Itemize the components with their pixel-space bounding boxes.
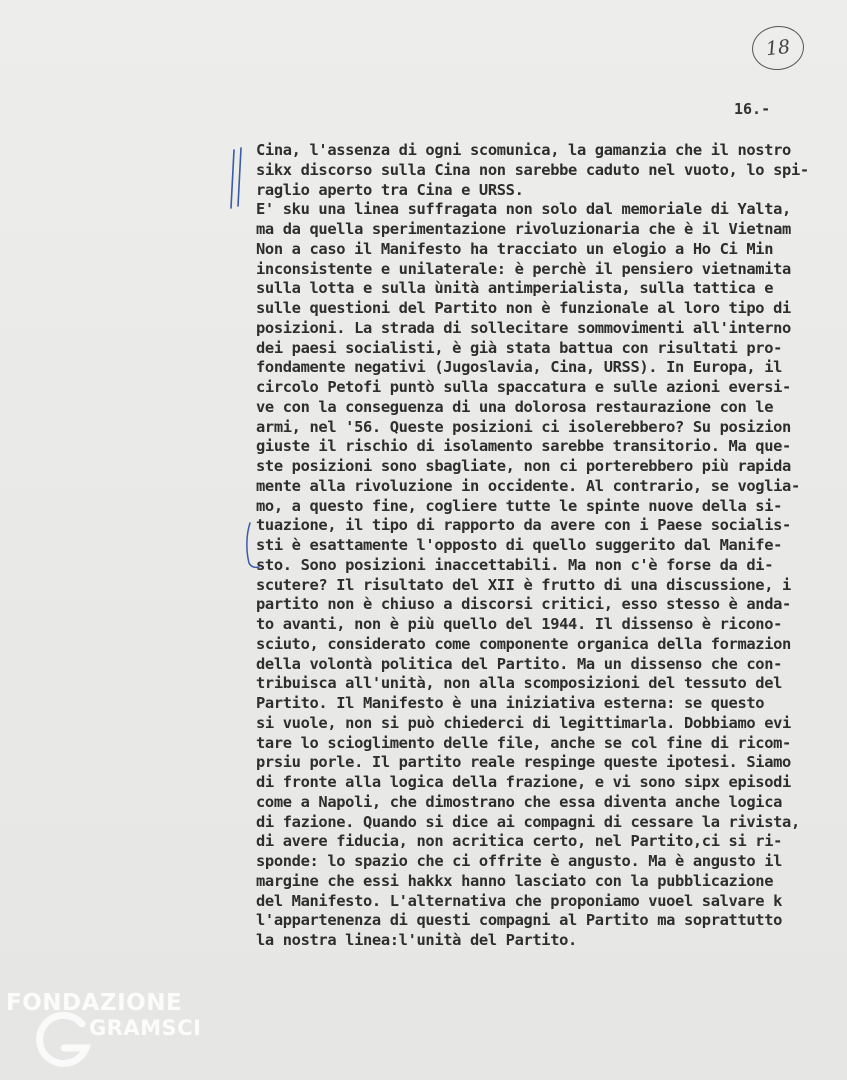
- text-line: sikx discorso sulla Cina non sarebbe caduto nel vuoto, lo spi-: [256, 160, 809, 179]
- text-line: di fazione. Quando si dice ai compagni di cessare la rivista,: [256, 812, 800, 831]
- fondazione-gramsci-watermark: [6, 990, 216, 1075]
- text-line: sti è esattamente l'opposto di quello suggerito dal Manife-: [256, 536, 783, 554]
- text-line: del Manifesto. L'alternativa che proponiamo vuoel salvare k: [256, 891, 783, 910]
- text-line: sponde: lo spazio che ci offrite è angusto. Ma è angusto il: [256, 852, 783, 870]
- text-line: circolo Petofi puntò sulla spaccatura e sulle azioni eversi-: [256, 378, 791, 396]
- text-line: ma da quella sperimentazione rivoluzionaria che è il Vietnam: [256, 220, 791, 238]
- text-line: scutere? Il risultato del XII è frutto di una discussione, i: [256, 575, 791, 594]
- text-line: tribuisca all'unità, non alla scomposizioni del tessuto del: [256, 674, 783, 693]
- text-line: fondamente negativi (Jugoslavia, Cina, URSS). In Europa, il: [256, 358, 783, 377]
- text-line: mo, a questo fine, cogliere tutte le spinte nuove della si-: [256, 496, 783, 515]
- text-line: si vuole, non si può chiederci di legittimarla. Dobbiamo evi: [256, 713, 791, 732]
- text-line: di fronte alla logica della frazione, e vi sono sipx episodi: [256, 773, 791, 791]
- text-line: inconsistente e unilaterale: è perchè il pensiero vietnamita: [256, 259, 791, 278]
- text-line: come a Napoli, che dimostrano che essa diventa anche logica: [256, 792, 783, 811]
- text-line: l'appartenenza di questi compagni al Partito ma soprattutto: [256, 911, 783, 930]
- text-line: margine che essi hakkx hanno lasciato con la pubblicazione: [256, 871, 774, 890]
- text-line: to avanti, non è più quello del 1944. Il dissenso è ricono-: [256, 615, 783, 633]
- text-line: ste posizioni sono sbagliate, non ci porterebbero più rapida: [256, 457, 791, 475]
- text-line: giuste il rischio di isolamento sarebbe transitorio. Ma que-: [256, 437, 791, 456]
- text-line: dei paesi socialisti, è già stata battua con risultati pro-: [256, 338, 783, 357]
- margin-double-line-mark: [228, 146, 250, 212]
- text-line: sulla lotta e sulla ùnità antimperialista, sulla tattica e: [256, 279, 774, 298]
- text-line: Partito. Il Manifesto è una iniziativa esterna: se questo: [256, 694, 765, 712]
- text-line: sciuto, considerato come componente organica della formazion: [256, 634, 791, 653]
- text-line: sulle questioni del Partito non è funzionale al loro tipo di: [256, 299, 791, 317]
- text-line: tare lo scioglimento delle file, anche se col fine di ricom-: [256, 733, 791, 752]
- typed-text-body: [256, 141, 847, 951]
- text-line: di avere fiducia, non acritica certo, nel Partito,ci si ri-: [256, 832, 783, 851]
- text-line: ve con la conseguenza di una dolorosa restaurazione con le: [256, 397, 774, 416]
- text-line: posizioni. La strada di sollecitare sommovimenti all'interno: [256, 318, 791, 337]
- watermark-line-1: FONDAZIONE: [6, 990, 183, 1016]
- watermark-line-2: GRAMSCI: [89, 1016, 202, 1040]
- gramsci-logo-icon: [34, 1010, 92, 1072]
- text-line: della volontà politica del Partito. Ma un dissenso che con-: [256, 654, 783, 673]
- text-line: Cina, l'assenza di ogni scomunica, la gamanzia che il nostro: [256, 141, 791, 159]
- text-line: sto. Sono posizioni inaccettabili. Ma non c'è forse da di-: [256, 555, 774, 574]
- archive-number-stamp: [750, 23, 806, 72]
- text-line: la nostra linea:l'unità del Partito.: [256, 931, 577, 949]
- text-line: mente alla rivoluzione in occidente. Al contrario, se voglia-: [256, 476, 800, 495]
- text-line: tuazione, il tipo di rapporto da avere con i Paese socialis-: [256, 516, 791, 535]
- text-line: E' sku una linea suffragata non solo dal memoriale di Yalta,: [256, 200, 791, 219]
- page-number: 16.-: [734, 100, 771, 118]
- archive-number: 18: [764, 35, 792, 61]
- text-line: raglio aperto tra Cina e URSS.: [256, 180, 524, 199]
- text-line: Non a caso il Manifesto ha tracciato un elogio a Ho Ci Min: [256, 239, 774, 258]
- text-line: prsiu porle. Il partito reale respinge queste ipotesi. Siamo: [256, 753, 791, 772]
- text-line: armi, nel '56. Queste posizioni ci isolerebbero? Su posizion: [256, 417, 791, 436]
- text-line: partito non è chiuso a discorsi critici, esso stesso è anda-: [256, 595, 791, 614]
